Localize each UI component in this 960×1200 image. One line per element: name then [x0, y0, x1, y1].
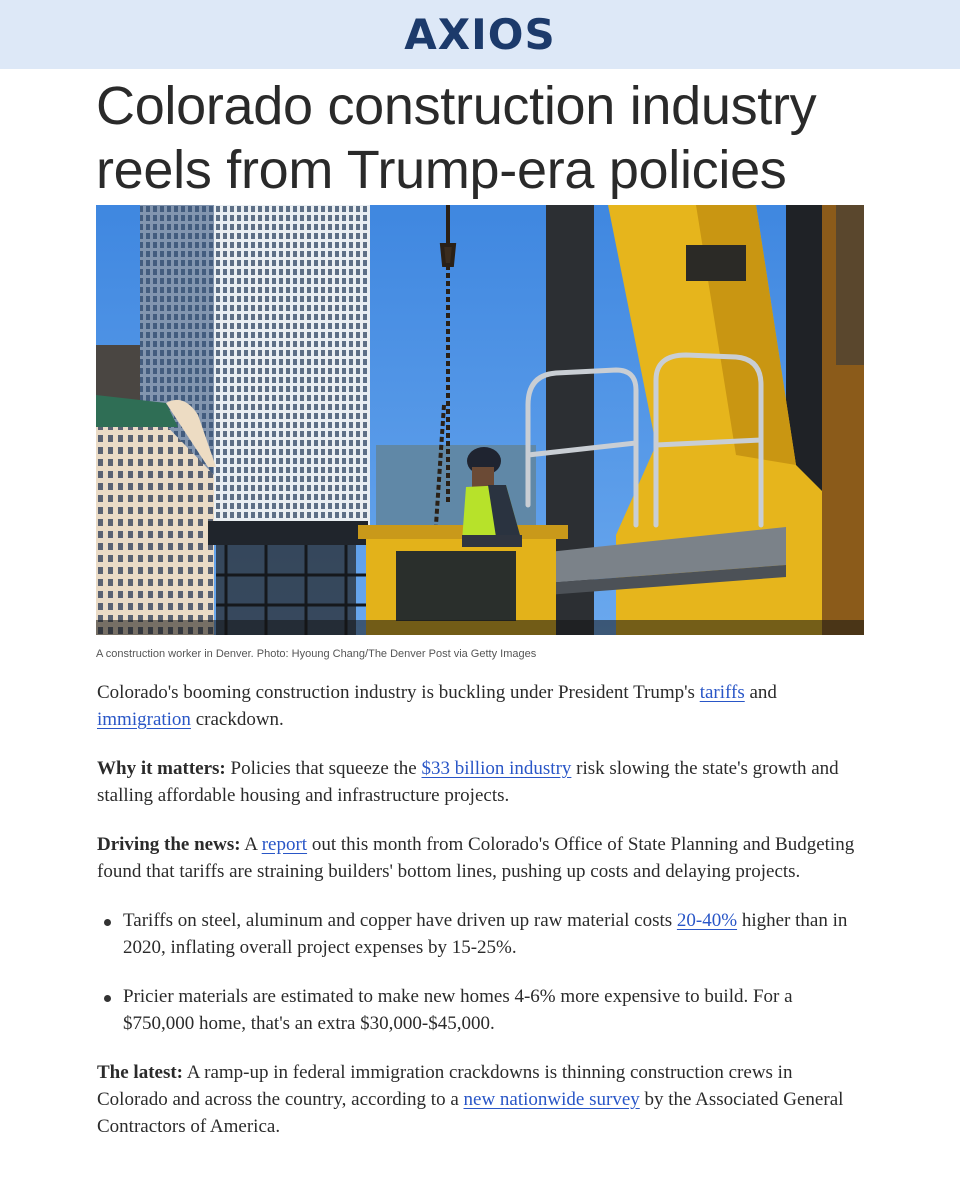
link-tariffs[interactable]: tariffs: [699, 682, 745, 703]
bullet-list: [97, 907, 867, 1037]
article-body: [97, 679, 867, 1140]
link-report[interactable]: report: [261, 834, 308, 855]
label-driving-the-news: Driving the news:: [97, 834, 241, 855]
hero-image: [96, 205, 864, 635]
link-immigration[interactable]: immigration: [97, 709, 191, 730]
axios-logo[interactable]: AXIOS: [404, 9, 556, 59]
image-caption: A construction worker in Denver. Photo: Hyoung Chang/The Denver Post via Getty Images: [96, 648, 537, 660]
paragraph-driving-the-news: Driving the news: A report out this month from Colorado's Office of State Planning and Budgeting found that tariffs are straining builders' bottom lines, pushing up costs and delaying projects.: [97, 834, 855, 882]
paragraph-intro: Colorado's booming construction industry is buckling under President Trump's tariffs and immigration crackdown.: [97, 682, 777, 730]
paragraph-why-it-matters: Why it matters: Policies that squeeze the $33 billion industry risk slowing the state's growth and stalling affordable housing and infrastructure projects.: [97, 758, 839, 806]
paragraph-the-latest: The latest: A ramp-up in federal immigration crackdowns is thinning construction crews in Colorado and across the country, according to a new nationwide survey by the Associated General Contractors of America.: [97, 1062, 844, 1137]
link-33-billion-industry[interactable]: $33 billion industry: [421, 758, 572, 779]
list-item: Tariffs on steel, aluminum and copper have driven up raw material costs 20-40% higher than in 2020, inflating overall project expenses by 15-25%.: [97, 907, 867, 961]
construction-photo: [96, 205, 864, 635]
label-why-it-matters: Why it matters:: [97, 758, 226, 779]
article-headline: Colorado construction industry reels from Trump-era policies: [96, 76, 817, 200]
link-new-nationwide-survey[interactable]: new nationwide survey: [463, 1089, 640, 1110]
masthead: [0, 0, 960, 69]
list-item: Pricier materials are estimated to make new homes 4-6% more expensive to build. For a $750,000 home, that's an extra $30,000-$45,000.: [97, 983, 867, 1037]
link-20-40-percent[interactable]: 20-40%: [676, 910, 738, 931]
label-the-latest: The latest:: [97, 1062, 184, 1083]
